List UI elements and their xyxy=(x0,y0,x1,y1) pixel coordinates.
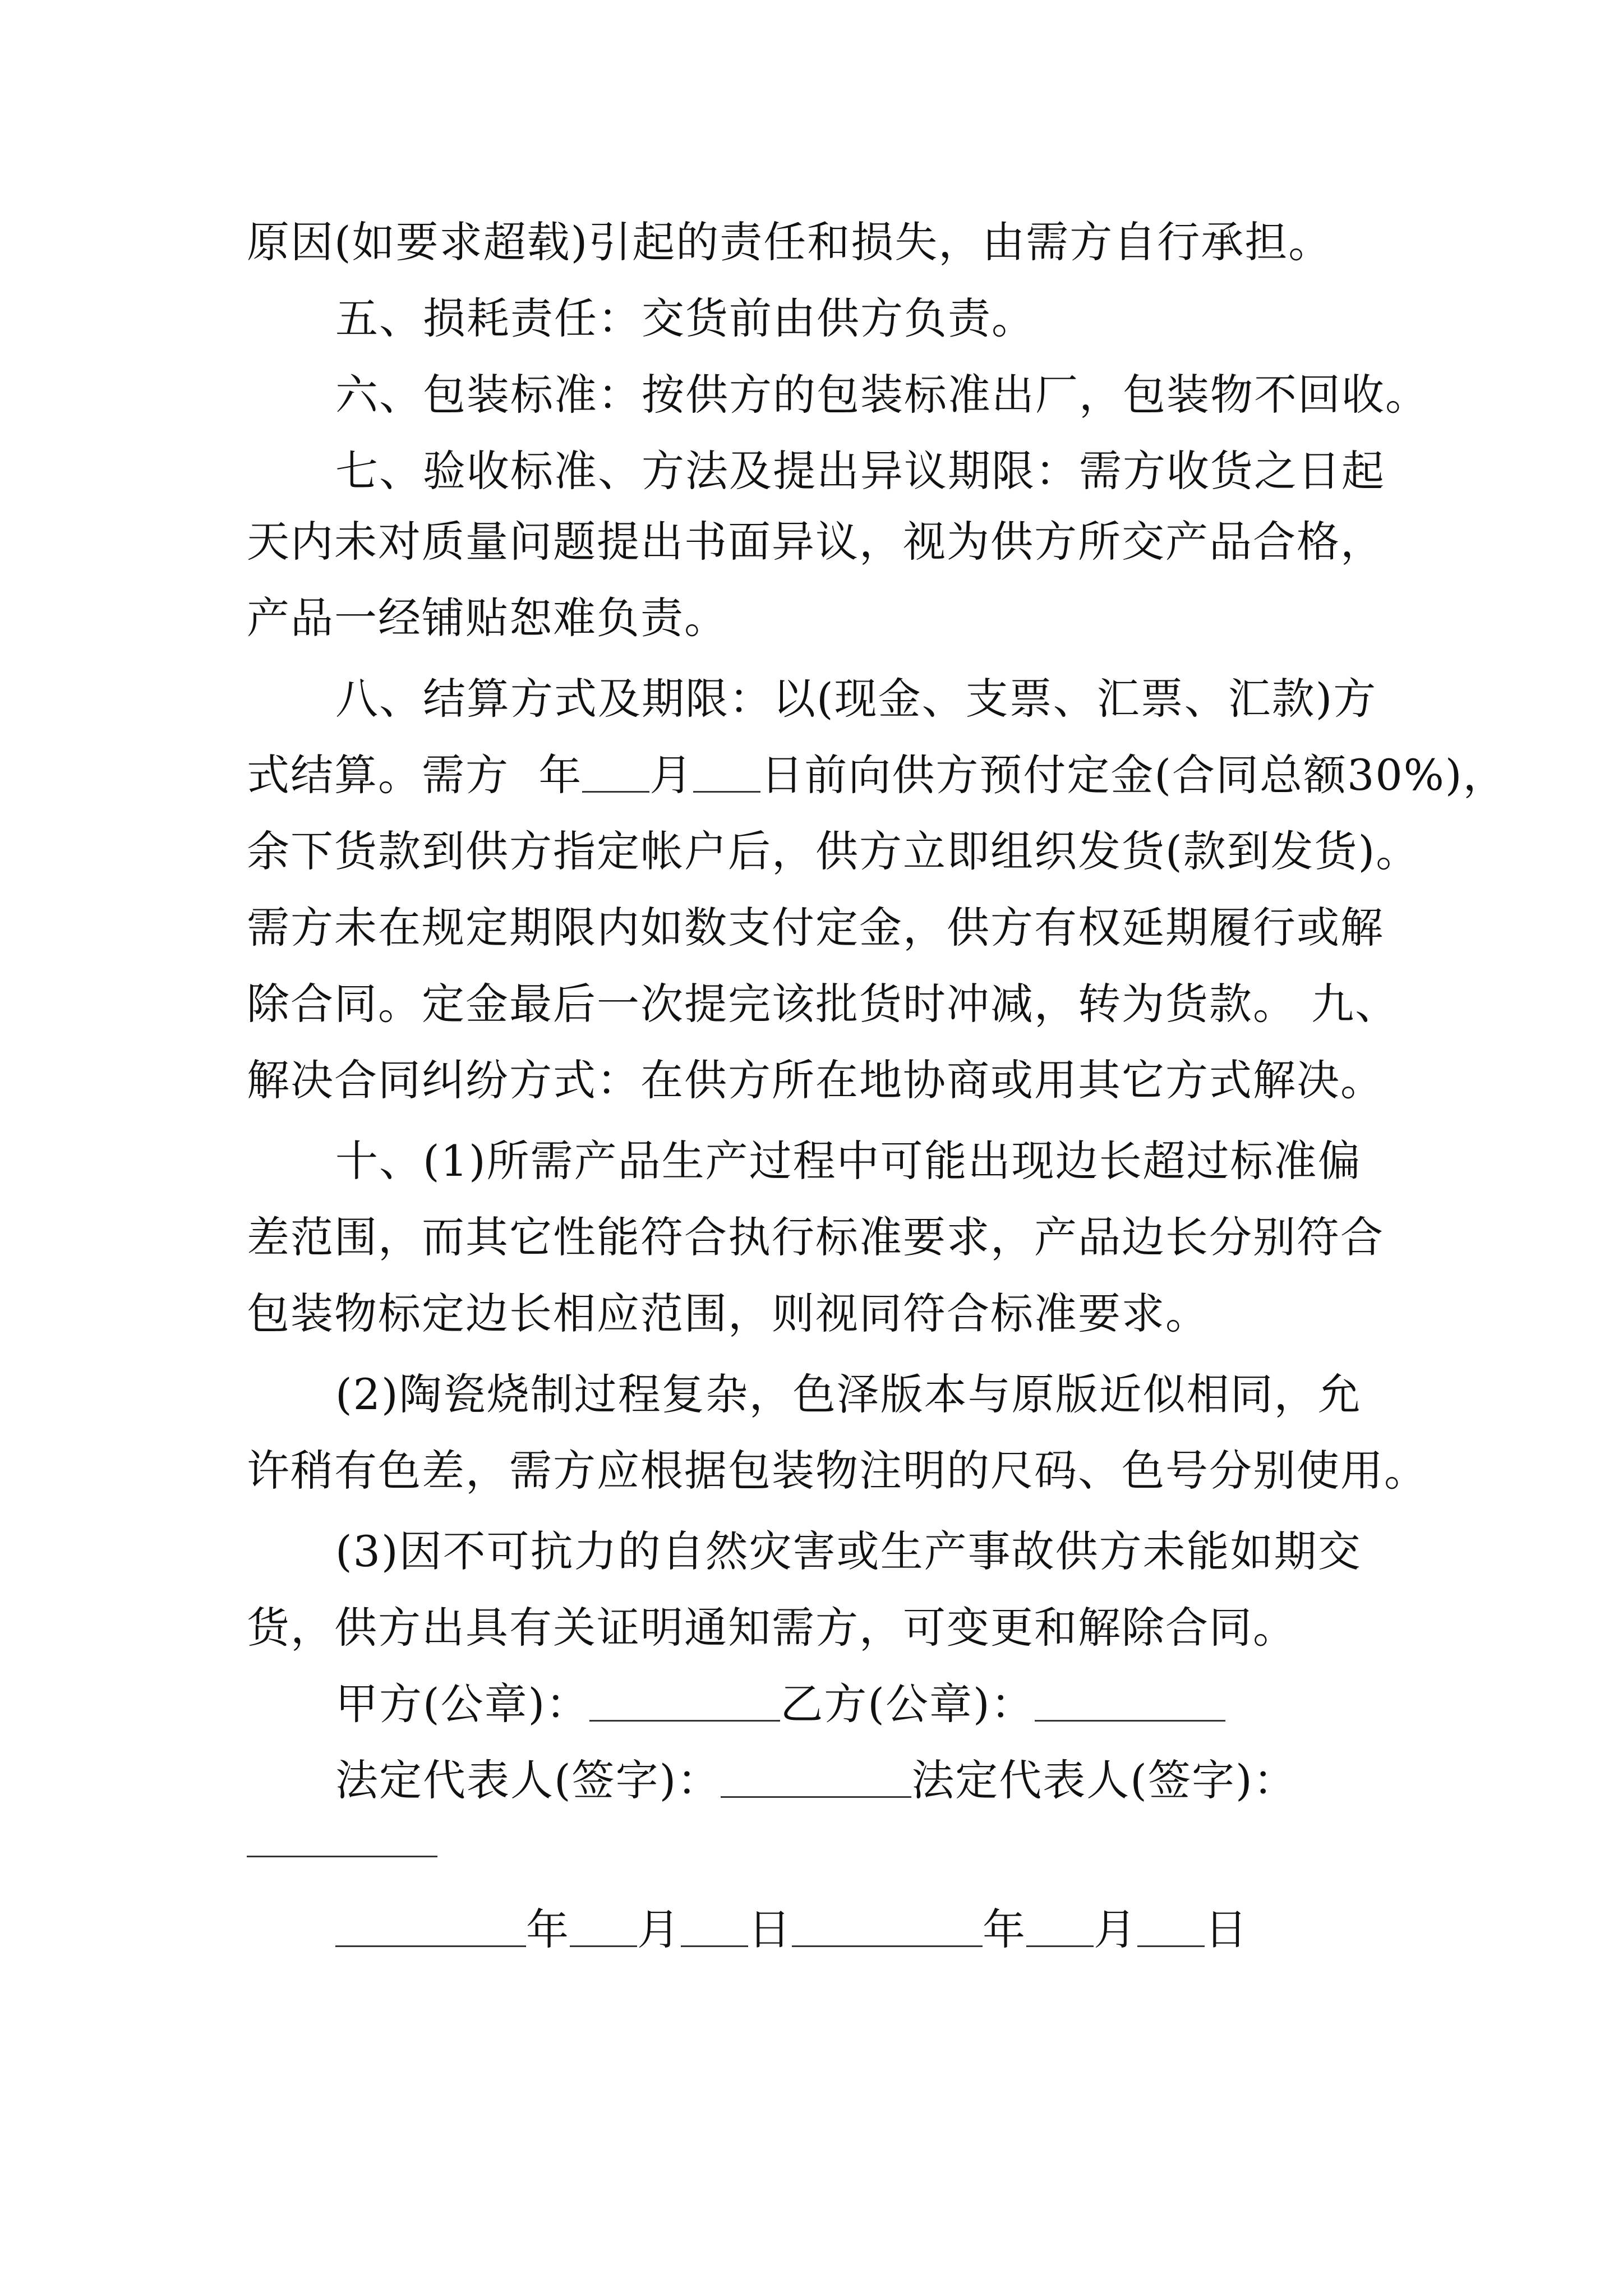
clause-7-acceptance: 七、验收标准、方法及提出异议期限：需方收货之日起 xyxy=(335,446,1385,496)
year-a-label: 年 xyxy=(526,1904,570,1954)
text-line: 许稍有色差，需方应根据包装物注明的尺码、色号分别使用。 xyxy=(247,1446,1428,1496)
text-line: 天内未对质量问题提出书面异议，视为供方所交产品合格， xyxy=(247,517,1384,567)
text-line: 需方未在规定期限内如数支付定金，供方有权延期履行或解 xyxy=(247,903,1384,953)
party-b-seal-blank[interactable] xyxy=(1035,1676,1225,1722)
rep-a-label: 法定代表人(签字)： xyxy=(335,1755,721,1805)
clause-10-1: 十、(1)所需产品生产过程中可能出现边长超过标准偏 xyxy=(335,1136,1362,1186)
text-line: 除合同。定金最后一次提完该批货时冲减，转为货款。 九、 xyxy=(247,979,1399,1029)
text-line: 余下货款到供方指定帐户后，供方立即组织发货(款到发货)。 xyxy=(247,826,1420,876)
date-line xyxy=(335,1902,1248,1958)
party-a-seal-blank[interactable] xyxy=(589,1676,780,1722)
settlement-suffix: 日前向供方预付定金(合同总额30%)， xyxy=(760,750,1507,800)
text-line: 解决合同纠纷方式：在供方所在地协商或用其它方式解决。 xyxy=(247,1055,1384,1105)
seal-line xyxy=(335,1676,1225,1732)
clause-10-2: (2)陶瓷烧制过程复杂，色泽版本与原版近似相同，允 xyxy=(335,1369,1362,1419)
clause-6-packaging: 六、包装标准：按供方的包装标准出厂，包装物不回收。 xyxy=(335,370,1429,420)
clause-5-loss: 五、损耗责任：交货前由供方负责。 xyxy=(335,293,1035,343)
clause-8-settlement: 八、结算方式及期限：以(现金、支票、汇票、汇款)方 xyxy=(335,674,1377,724)
month-blank[interactable] xyxy=(582,747,649,793)
rep-b-label: 法定代表人(签字)： xyxy=(911,1755,1297,1805)
day-blank[interactable] xyxy=(693,747,760,793)
rep-b-blank[interactable] xyxy=(247,1856,437,1857)
rep-a-blank[interactable] xyxy=(721,1752,911,1798)
text-line: 差范围，而其它性能符合执行标准要求，产品边长分别符合 xyxy=(247,1212,1384,1262)
month-a-blank[interactable] xyxy=(570,1902,637,1947)
month-b-blank[interactable] xyxy=(1026,1902,1094,1947)
year-b-label: 年 xyxy=(983,1904,1026,1954)
day-a-label: 日 xyxy=(748,1904,792,1954)
month-a-label: 月 xyxy=(637,1904,681,1954)
settlement-month: 月 xyxy=(649,750,694,800)
party-b-seal-label: 乙方(公章)： xyxy=(780,1679,1035,1729)
month-b-label: 月 xyxy=(1094,1904,1137,1954)
day-a-blank[interactable] xyxy=(681,1902,748,1947)
settlement-prefix: 式结算。需方 年 xyxy=(247,750,583,800)
text-line: 包装物标定边长相应范围，则视同符合标准要求。 xyxy=(247,1289,1209,1338)
clause-10-3: (3)因不可抗力的自然灾害或生产事故供方未能如期交 xyxy=(335,1526,1362,1576)
day-b-label: 日 xyxy=(1205,1904,1248,1954)
year-b-blank[interactable] xyxy=(792,1902,983,1947)
representative-line xyxy=(335,1752,1297,1809)
settlement-line xyxy=(247,747,1507,803)
party-a-seal-label: 甲方(公章)： xyxy=(335,1679,590,1729)
text-line: 货，供方出具有关证明通知需方，可变更和解除合同。 xyxy=(247,1603,1297,1653)
text-line: 原因(如要求超载)引起的责任和损失，由需方自行承担。 xyxy=(247,217,1332,267)
day-b-blank[interactable] xyxy=(1137,1902,1205,1947)
year-a-blank[interactable] xyxy=(335,1902,526,1947)
text-line: 产品一经铺贴恕难负责。 xyxy=(247,593,728,643)
